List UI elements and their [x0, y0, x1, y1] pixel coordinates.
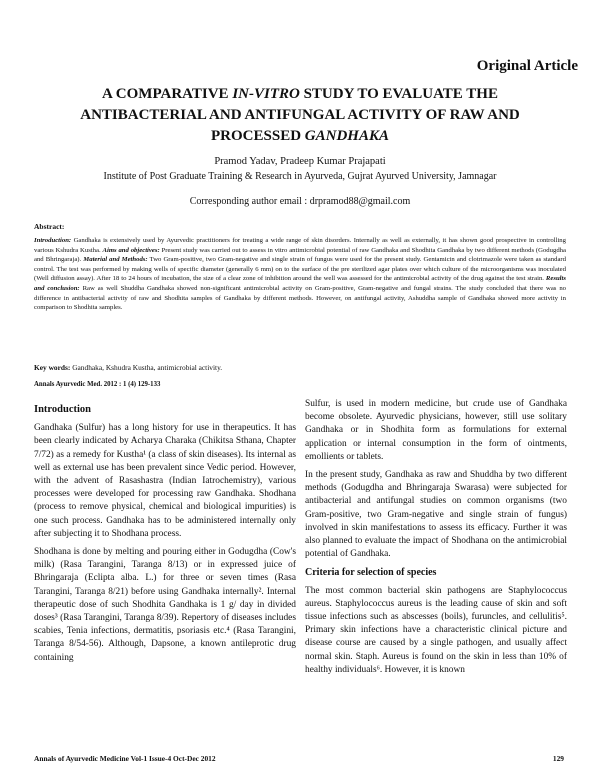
keywords-label: Key words:: [34, 363, 71, 372]
abstract-body: [34, 236, 566, 313]
introduction-heading: Introduction: [34, 404, 91, 415]
title-line1-post: STUDY TO EVALUATE THE: [299, 86, 498, 102]
right-paragraph-2: In the present study, Gandhaka as raw and Shuddha by two different methods (Godugdha and Bhringaraja Swarasa) were subjected for antibacterial and antifungal studies on common organisms (two Gram-positive, two Gram-negative and single strain of fungus) involved in skin manifestations to assess its efficacy. Further it was also planned to evaluate the impact of Shodhana on the antimicrobial potential of Gandhaka.: [305, 470, 567, 560]
criteria-heading: Criteria for selection of species: [305, 567, 437, 579]
journal-reference: Annals Ayurvedic Med. 2012 : 1 (4) 129-133: [34, 381, 161, 388]
right-paragraph-3: The most common bacterial skin pathogens are Staphylococcus aureus. Staphylococcus aureus is the leading cause of skin and soft tissue infections such as abscesses (boils), furuncles, and cellulitis⁵. Primary skin infections have a characteristic clinical picture and disease course are caused by a single pathogen, and usually affect normal skin. Staph. Aureus is found on the skin in less than 10% of healthy individuals⁶. However, it is known: [305, 585, 567, 675]
title-line2: ANTIBACTERIAL AND ANTIFUNGAL ACTIVITY OF RAW AND: [80, 107, 520, 123]
page-number: 129: [552, 754, 564, 763]
abstract-methods-text: Two Gram-positive, two Gram-negative and single strain of fungus were used for the present study. Gentamicin and clotrimazole were taken as standard control. The test was performed by making wells of specific diameter (generally 6 mm) on to the surface of the pre sterilized agar plates over which culture of the microorganisms was inoculated (Well diffusion assay). After 18 to 24 hours of incubation, the size of a clear zone of inhibition around the well was assessed for the antimicrobial activity of the drug against the test strain.: [34, 256, 566, 283]
abstract-intro-label: Introduction:: [34, 237, 72, 244]
abstract-results-text: Raw as well Shuddha Gandhaka showed non-significant antimicrobial activity on Gram-positive, Gram-negative and fungal strains. The study concluded that there was no difference in antibacterial activity of raw and Shodhita samples of Gandhaka by different methods. However, on antifungal activity, Ashuddha sample of Gandhaka showed more activity in comparison to Shodhita samples.: [34, 284, 567, 312]
article-type: Original Article: [476, 58, 578, 74]
right-column: [305, 398, 567, 682]
abstract-heading: Abstract:: [34, 222, 65, 231]
abstract-intro-text: Gandhaka is extensively used by Ayurvedic practitioners for treating a wide range of skin disorders. Internally as well as externally, it has shown good prospective in controlling various Kshudra Kustha.: [34, 237, 566, 254]
institute: Institute of Post Graduate Training & Research in Ayurveda, Gujrat Ayurved University, Jamnagar: [103, 171, 497, 182]
keywords: [34, 363, 222, 372]
intro-paragraph-1: Gandhaka (Sulfur) has a long history for use in therapeutics. It has been clearly indicated by Acharya Charaka (Chikitsa Sthana, Chapter 7/72) as a remedy for Kustha¹ (a class of skin diseases). Its internal as well as external use has been prevalent since Vedic period. However, with the advent of Rasashastra (Indian Iatrochemistry), various processes were developed for processing raw Gandhaka. Shodhana (process to remove physical, chemical and biological impurities) is one such process. Gandhaka has to be administered internally only after subjecting it to Shodhana process.: [34, 423, 296, 539]
title-line1-pre: A COMPARATIVE: [102, 86, 233, 102]
abstract-aims-label: Aims and objectives:: [102, 246, 160, 254]
footer-journal: Annals of Ayurvedic Medicine Vol-1 Issue-4 Oct-Dec 2012: [34, 754, 216, 763]
corresponding-author: Corresponding author email : drpramod88@gmail.com: [189, 196, 411, 207]
keywords-text: Gandhaka, Kshudra Kustha, antimicrobial activity.: [70, 363, 223, 372]
paper-title: [40, 84, 560, 147]
left-column: [34, 403, 296, 670]
abstract-methods-label: Material and Methods:: [83, 256, 148, 264]
abstract-aims-text: Present study was carried out to assess in vitro antimicrobial potential of raw Gandhaka and Shodhita Gandhaka by two different methods (Godugdha and Bhringaraja).: [34, 246, 566, 264]
title-line1-italic: IN-VITRO: [232, 86, 300, 102]
right-paragraph-1: Sulfur, is used in modern medicine, but crude use of Gandhaka become obsolete. Ayurvedic physicians, however, still use solitary Gandhaka or in Shodhita form as formulations for external application or internal consumption in the form of ointments, emollients or tablets.: [305, 399, 567, 462]
title-line3-italic: GANDHAKA: [304, 128, 389, 144]
title-line3-pre: PROCESSED: [211, 128, 305, 144]
intro-paragraph-2: Shodhana is done by melting and pouring either in Godugdha (Cow's milk) (Rasa Tarangini, Taranga 8/13) or in expressed juice of Bhringaraja (Eclipta alba. L.) for three or seven times (Rasa Tarangini, Taranga 8/21) before using Gandhaka internally². Internal therapeutic dose of such Shodhita Gandhaka is 1 g/ day in divided doses³ (Rasa Tarangini, Taranga 8/39). Repertory of diseases includes scabies, Tenia infections, dermatitis, psoriasis etc.⁴ (Rasa Tarangini, Taranga 8/54-56). Although, Dapsone, a known antileprotic drug containing: [34, 547, 296, 663]
authors: Pramod Yadav, Pradeep Kumar Prajapati: [214, 156, 386, 167]
abstract-results-label: Results and conclusion:: [34, 275, 566, 292]
